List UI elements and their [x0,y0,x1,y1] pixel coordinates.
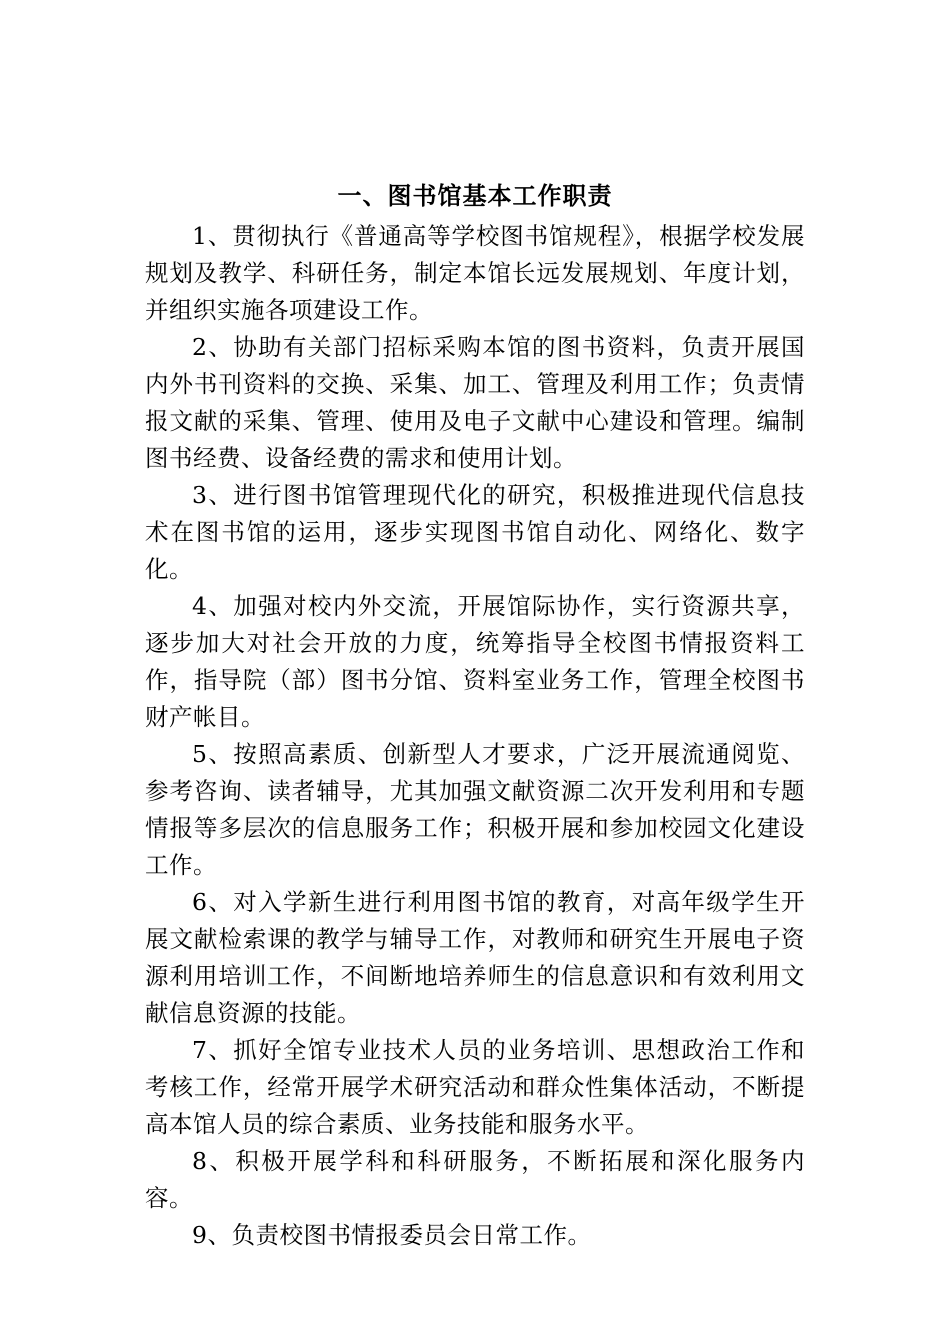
paragraph-5: 5、按照高素质、创新型人才要求，广泛开展流通阅览、参考咨询、读者辅导，尤其加强文献资源二次开发利用和专题情报等多层次的信息服务工作；积极开展和参加校园文化建设工作。 [145,740,805,879]
paragraph-4: 4、加强对校内外交流，开展馆际协作，实行资源共享，逐步加大对社会开放的力度，统筹指导全校图书情报资料工作，指导院（部）图书分馆、资料室业务工作，管理全校图书财产帐目。 [145,592,805,731]
paragraph-2: 2、协助有关部门招标采购本馆的图书资料，负责开展国内外书刊资料的交换、采集、加工、管理及利用工作；负责情报文献的采集、管理、使用及电子文献中心建设和管理。编制图书经费、设备经费的需求和使用计划。 [145,333,805,472]
paragraph-7: 7、抓好全馆专业技术人员的业务培训、思想政治工作和考核工作，经常开展学术研究活动和群众性集体活动，不断提高本馆人员的综合素质、业务技能和服务水平。 [145,1036,805,1138]
paragraph-8: 8、积极开展学科和科研服务，不断拓展和深化服务内容。 [145,1147,805,1212]
paragraph-1: 1、贯彻执行《普通高等学校图书馆规程》，根据学校发展规划及教学、科研任务，制定本馆长远发展规划、年度计划，并组织实施各项建设工作。 [145,222,805,324]
document-body [145,218,805,1254]
paragraph-9: 9、负责校图书情报委员会日常工作。 [192,1221,592,1249]
paragraph-3: 3、进行图书馆管理现代化的研究，积极推进现代信息技术在图书馆的运用，逐步实现图书馆自动化、网络化、数字化。 [145,481,805,583]
document-title: 一、图书馆基本工作职责 [337,181,613,210]
paragraph-6: 6、对入学新生进行利用图书馆的教育，对高年级学生开展文献检索课的教学与辅导工作，对教师和研究生开展电子资源利用培训工作，不间断地培养师生的信息意识和有效利用文献信息资源的技能。 [145,888,805,1027]
